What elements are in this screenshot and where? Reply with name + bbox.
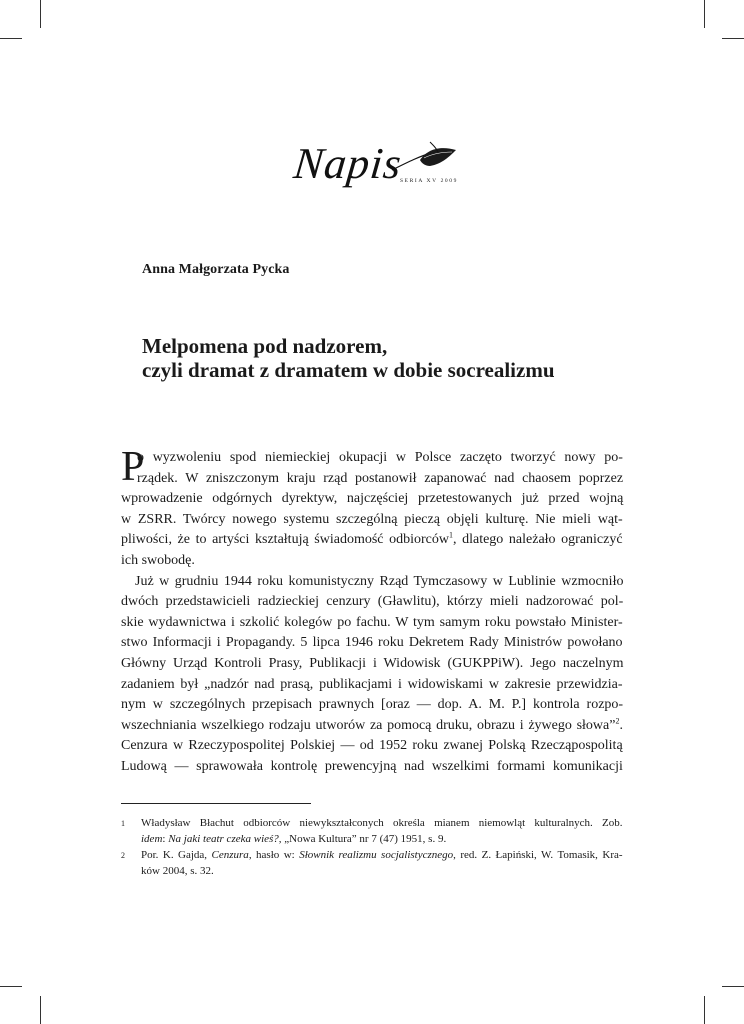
footnote-ref[interactable]: 2 [615, 716, 620, 726]
text-line: ich swobodę. [121, 552, 195, 568]
footnote-rule [121, 803, 311, 804]
journal-logo-text: Napis [291, 139, 405, 188]
title-line: czyli dramat z dramatem w dobie socrealizmu [142, 358, 555, 382]
footnote-number: 2 [121, 851, 125, 860]
text-line: nym w szczególnych przepisach prawnych [oraz — dop. A. M. P.] kontrola rozpo- [121, 697, 624, 713]
text-line: o wyzwoleniu spod niemieckiej okupacji w Polsce zaczęto tworzyć nowy po- [137, 450, 623, 465]
text-line: Już w grudniu 1944 roku komunistyczny Rząd Tymczasowy w Lublinie wzmocniło [135, 573, 624, 589]
footnote-ref[interactable]: 1 [448, 530, 453, 540]
footnote-line: 1 Władysław Błachut odbiorców niewykształconych określa mianem niemowląt kulturalnych. Zob. [121, 815, 623, 831]
footnote-line: ków 2004, s. 32. [141, 865, 214, 877]
text-line: dwóch przedstawicieli radzieckiej cenzury (Gławlitu), którzy mieli nadzorować pol- [121, 594, 624, 610]
text-line: skie wydawnictwa i szkolić kolegów po fachu. W tym samym roku powstało Minister- [121, 614, 623, 630]
crop-mark [0, 38, 22, 39]
text-line: pliwości, że to artyści kształtują świadomość odbiorców$^1$, dlatego należało ograniczyć [121, 530, 623, 548]
text-line: Ludową — sprawowała kontrolę prewencyjną nad wszelkimi formami komunikacji [121, 758, 623, 774]
text-line: Cenzura w Rzeczypospolitej Polskiej — od 1952 roku zwanej Polską Rzecząpospolitą [121, 738, 623, 754]
article-body [121, 444, 624, 778]
title-line: Melpomena pod nadzorem, [142, 334, 388, 358]
text-line: stwo Informacji i Propagandy. 5 lipca 1946 roku Dekretem Rady Ministrów powołano [121, 635, 623, 651]
text-line: Główny Urząd Kontroli Prasy, Publikacji i Widowisk (GUKPPiW). Jego naczelnym [121, 655, 624, 671]
footnote-line: idem: Na jaki teatr czeka wieś?, „Nowa Kultura” nr 7 (47) 1951, s. 9. [141, 833, 447, 845]
text-line: zadaniem był „nadzór nad prasą, publikacjami i widowiskami w zakresie przewidzia- [121, 676, 623, 692]
crop-mark [40, 996, 41, 1024]
text-line: rządek. W zniszczonym kraju rząd postanowił zapanować nad chaosem poprzez [137, 470, 624, 486]
author-name: Anna Małgorzata Pycka [142, 262, 290, 277]
crop-mark [722, 986, 744, 987]
article-title [142, 334, 555, 382]
footnote-number: 1 [121, 819, 125, 828]
text-line: w ZSRR. Twórcy nowego systemu szczególną pieczą objęli kulturę. Nie mieli wąt- [121, 511, 623, 527]
crop-mark [722, 38, 744, 39]
footnote-line: 2 Por. K. Gajda, Cenzura, hasło w: Słownik realizmu socjalistycznego, red. Z. Łapiński, W. Tomasik, Kra- [121, 847, 623, 863]
crop-mark [0, 986, 22, 987]
series-label: SERIA XV 2009 [400, 178, 458, 184]
footnotes [121, 815, 623, 879]
crop-mark [704, 0, 705, 28]
quill-icon [390, 140, 460, 174]
drop-cap: P [121, 444, 145, 490]
journal-logo [292, 138, 462, 208]
text-line: wszechniania wszelkiego rodzaju utworów za pomocą druku, obrazu i żywego słowa”$^2$. [121, 716, 623, 733]
crop-mark [40, 0, 41, 28]
text-line: wprowadzenie odgórnych dyrektyw, najczęściej przetestowanych już przed wojną [121, 491, 624, 507]
crop-mark [704, 996, 705, 1024]
